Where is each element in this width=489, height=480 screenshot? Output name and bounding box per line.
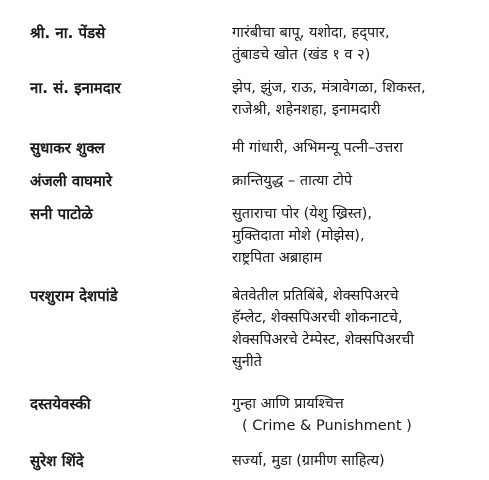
work-title-line: सुनीते	[232, 354, 262, 370]
works-list	[232, 170, 482, 192]
work-title-line: ( Crime & Punishment )	[242, 418, 412, 434]
work-title-line: सुताराचा पोर (येशु ख्रिस्त),	[232, 206, 372, 222]
work-title-line: शेक्सपिअरचे टेम्पेस्ट, शेक्सपिअरची	[232, 332, 415, 348]
work-title-line: गुन्हा आणि प्रायश्चित्त	[232, 396, 344, 412]
work-title-line: सर्ज्या, मुडा (ग्रामीण साहित्य)	[232, 453, 385, 469]
author-name: सुधाकर शुक्ल	[30, 139, 105, 157]
author-name: सुरेश शिंदे	[30, 452, 84, 470]
author-name: अंजली वाघमारे	[30, 172, 112, 190]
work-title-line: बेतवेतील प्रतिबिंबे, शेक्सपिअरचे	[232, 288, 399, 304]
work-title-line: मुक्तिदाता मोशे (मोझेस),	[232, 228, 365, 244]
works-list	[232, 203, 482, 269]
work-title-line: मी गांधारी, अभिमन्यू पत्नी–उत्तरा	[232, 140, 403, 156]
work-title-line: गारंबीचा बापू, यशोदा, हद्‌पार,	[232, 25, 390, 41]
author-name: ना. सं. इनामदार	[30, 79, 121, 97]
works-list	[232, 285, 482, 373]
author-name: सनी पाटोळे	[30, 205, 93, 223]
work-title-line: राष्ट्रपिता अब्राहाम	[232, 250, 323, 266]
works-list	[232, 137, 482, 159]
author-name: श्री. ना. पेंडसे	[30, 24, 106, 42]
works-list	[232, 393, 482, 437]
works-list	[232, 450, 482, 472]
author-name: परशुराम देशपांडे	[30, 287, 118, 305]
author-name: दस्तयेवस्की	[30, 395, 91, 413]
work-title-line: राजेश्री, शहेनशहा, इनामदारी	[232, 102, 381, 118]
works-list	[232, 77, 482, 121]
work-title-line: क्रान्तियुद्ध – तात्या टोपे	[232, 173, 353, 189]
work-title-line: झेप, झुंज, राऊ, मंत्रावेगळा, शिकस्त,	[232, 80, 426, 96]
works-list	[232, 22, 482, 66]
work-title-line: तुंबाडचे खोत (खंड १ व २)	[232, 47, 371, 63]
work-title-line: हॅम्लेट, शेक्सपिअरची शोकनाटचे,	[232, 310, 403, 326]
